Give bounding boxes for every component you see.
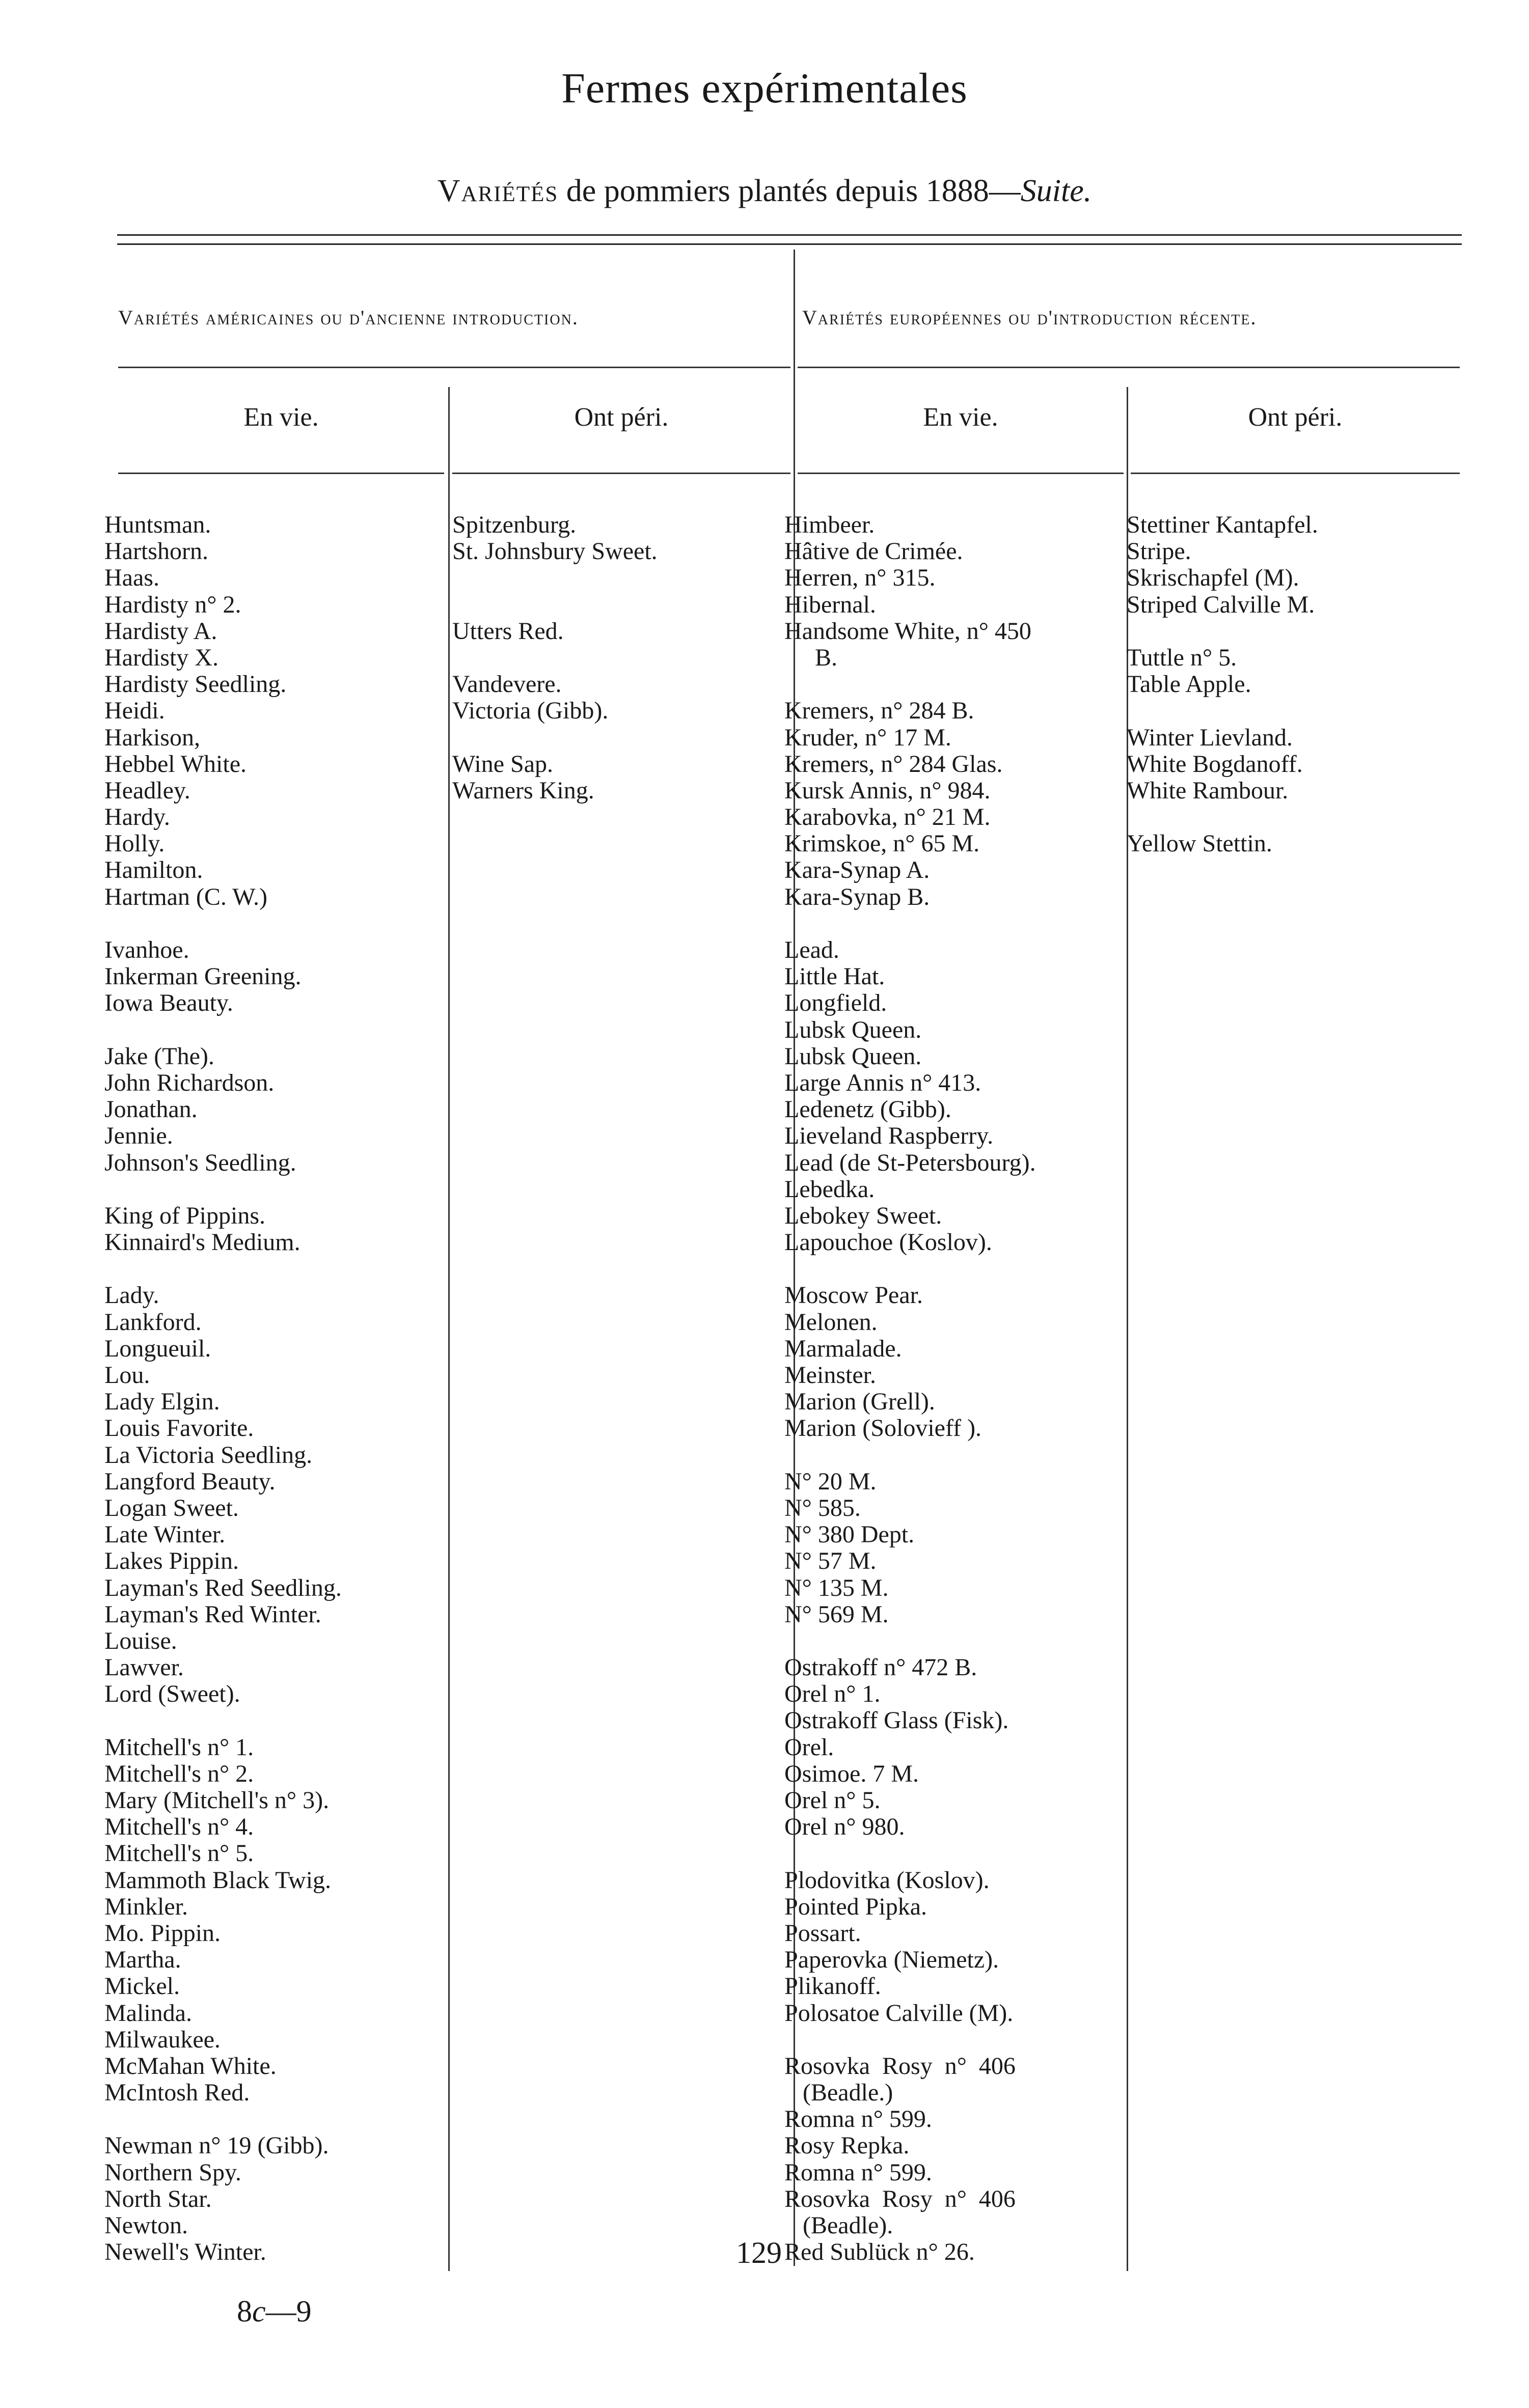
- list-spacer: [452, 725, 658, 751]
- list-item: Orel.: [784, 1733, 834, 1761]
- list-item: Kruder, n° 17 M.: [784, 724, 951, 751]
- list-item: Lubsk Queen.: [784, 1042, 922, 1070]
- list-item: Romna n° 599.: [784, 2158, 932, 2186]
- list-item: Possart.: [784, 1919, 861, 1947]
- list-item: Newman n° 19 (Gibb).: [104, 2132, 329, 2160]
- list-item: Melonen.: [784, 1308, 878, 1336]
- list-item: Marion (Grell).: [784, 1388, 935, 1416]
- list-item: (Beadle.): [784, 2079, 893, 2107]
- list-item: Winter Lievland.: [1127, 724, 1293, 751]
- american-column-divider: [448, 387, 450, 2271]
- list-item: N° 57 M.: [784, 1547, 877, 1575]
- list-item: Lankford.: [104, 1308, 202, 1336]
- list-spacer: [784, 2027, 1036, 2053]
- list-item: Mitchell's n° 1.: [104, 1733, 254, 1761]
- list-item: Mitchell's n° 4.: [104, 1813, 254, 1841]
- list-item: Utters Red.: [452, 617, 564, 645]
- column-head-american-dead: Ont péri.: [574, 403, 669, 432]
- list-item: Mickel.: [104, 1973, 180, 2000]
- list-item: Orel n° 5.: [784, 1787, 881, 1814]
- list-item: Mary (Mitchell's n° 3).: [104, 1787, 330, 1814]
- list-item: Victoria (Gibb).: [452, 697, 609, 725]
- list-spacer: [784, 1256, 1036, 1282]
- list-item: Lead (de St-Petersbourg).: [784, 1149, 1036, 1176]
- group-heading-european: Variétés européennes ou d'introduction récente.: [802, 306, 1257, 329]
- list-item: Lapouchoe (Koslov).: [784, 1229, 992, 1256]
- list-item: Headley.: [104, 777, 190, 804]
- list-item: Osimoe. 7 M.: [784, 1760, 919, 1787]
- list-item: Marmalade.: [784, 1335, 902, 1362]
- list-item: Lebokey Sweet.: [784, 1202, 942, 1229]
- list-item: Hardy.: [104, 804, 170, 831]
- list-item: Red Sublück n° 26.: [784, 2238, 975, 2266]
- list-item: Romna n° 599.: [784, 2106, 932, 2133]
- signature-suffix: —9: [265, 2294, 312, 2328]
- list-item: Lakes Pippin.: [104, 1547, 239, 1575]
- list-item: Lieveland Raspberry.: [784, 1122, 994, 1150]
- list-item: Northern Spy.: [104, 2158, 241, 2186]
- list-item: B.: [784, 644, 838, 671]
- list-item: Kinnaird's Medium.: [104, 1229, 301, 1256]
- list-item: White Rambour.: [1127, 777, 1289, 804]
- list-spacer: [104, 2106, 342, 2133]
- list-item: Paperovka (Niemetz).: [784, 1946, 999, 1974]
- list-item: Huntsman.: [104, 511, 211, 538]
- list-spacer: [104, 910, 342, 937]
- list-item: Lubsk Queen.: [784, 1016, 922, 1043]
- list-item: Hardisty A.: [104, 617, 217, 645]
- list-item: Hamilton.: [104, 856, 203, 884]
- list-item: Yellow Stettin.: [1127, 830, 1272, 857]
- list-item: Martha.: [104, 1946, 181, 1974]
- list-item: Herren, n° 315.: [784, 564, 936, 592]
- list-item: N° 585.: [784, 1494, 861, 1521]
- column-head-european-dead: Ont péri.: [1248, 403, 1343, 432]
- table-subtitle: [0, 173, 1529, 209]
- list-item: Layman's Red Seedling.: [104, 1574, 342, 1601]
- list-item: Karabovka, n° 21 M.: [784, 804, 991, 831]
- page-number: 129: [736, 2236, 782, 2269]
- list-american-alive: [104, 512, 342, 2265]
- list-item: Minkler.: [104, 1893, 188, 1920]
- list-item: Stripe.: [1127, 538, 1191, 565]
- list-item: Lawver.: [104, 1654, 184, 1681]
- list-item: Hardisty X.: [104, 644, 219, 671]
- list-item: Hebbel White.: [104, 750, 247, 778]
- list-item: Orel n° 1.: [784, 1680, 881, 1708]
- list-item: Jake (The).: [104, 1042, 214, 1070]
- list-item: Table Apple.: [1127, 671, 1251, 698]
- subtitle-text: de pommiers plantés depuis 1888—: [558, 174, 1021, 208]
- list-item: Stettiner Kantapfel.: [1127, 511, 1318, 538]
- list-item: Kara-Synap B.: [784, 883, 930, 910]
- list-item: Kara-Synap A.: [784, 856, 930, 884]
- list-spacer: [452, 592, 658, 618]
- list-item: Lead.: [784, 936, 839, 963]
- page-title: Fermes expérimentales: [561, 65, 968, 112]
- list-item: Skrischapfel (M).: [1127, 564, 1299, 592]
- list-spacer: [452, 565, 658, 591]
- list-european-dead: [1127, 512, 1318, 857]
- list-item: Ostrakoff n° 472 B.: [784, 1654, 977, 1681]
- list-item: Moscow Pear.: [784, 1282, 923, 1309]
- list-item: N° 20 M.: [784, 1468, 877, 1495]
- list-item: Iowa Beauty.: [104, 989, 233, 1017]
- list-item: Heidi.: [104, 697, 165, 725]
- list-item: (Beadle).: [784, 2212, 893, 2239]
- list-item: Layman's Red Winter.: [104, 1600, 321, 1628]
- list-spacer: [784, 671, 1036, 698]
- list-item: Hibernal.: [784, 591, 876, 618]
- list-item: Rosovka Rosy n° 406: [784, 2052, 1016, 2080]
- list-item: Longueuil.: [104, 1335, 211, 1362]
- signature-italic: c: [252, 2294, 266, 2328]
- list-item: Mo. Pippin.: [104, 1919, 221, 1947]
- list-item: Ostrakoff Glass (Fisk).: [784, 1707, 1009, 1734]
- list-spacer: [1127, 618, 1318, 645]
- list-item: Kremers, n° 284 Glas.: [784, 750, 1003, 778]
- list-item: Longfield.: [784, 989, 887, 1017]
- list-item: Malinda.: [104, 1999, 192, 2027]
- group-heading-american: Variétés américaines ou d'ancienne introduction.: [118, 306, 579, 329]
- list-item: John Richardson.: [104, 1069, 275, 1096]
- list-item: White Bogdanoff.: [1127, 750, 1303, 778]
- list-item: Ivanhoe.: [104, 936, 189, 963]
- subtitle-suite: Suite.: [1020, 174, 1092, 208]
- list-item: Logan Sweet.: [104, 1494, 239, 1521]
- list-spacer: [784, 1628, 1036, 1654]
- list-item: Hardisty Seedling.: [104, 671, 287, 698]
- group-rule-left: [118, 367, 790, 368]
- list-item: Polosatoe Calville (M).: [784, 1999, 1014, 2027]
- list-item: North Star.: [104, 2185, 212, 2212]
- list-item: Orel n° 980.: [784, 1813, 905, 1841]
- list-item: Ledenetz (Gibb).: [784, 1096, 951, 1123]
- list-item: Lou.: [104, 1362, 150, 1389]
- list-item: Inkerman Greening.: [104, 963, 302, 990]
- list-item: Jonathan.: [104, 1096, 198, 1123]
- list-spacer: [104, 1707, 342, 1734]
- list-item: Mitchell's n° 2.: [104, 1760, 254, 1787]
- list-item: Louise.: [104, 1627, 177, 1654]
- list-item: Late Winter.: [104, 1521, 226, 1548]
- list-item: Marion (Solovieff ).: [784, 1415, 982, 1442]
- list-spacer: [784, 1442, 1036, 1469]
- list-spacer: [452, 645, 658, 671]
- list-item: Johnson's Seedling.: [104, 1149, 296, 1176]
- list-item: La Victoria Seedling.: [104, 1441, 313, 1469]
- list-item: Plikanoff.: [784, 1973, 881, 2000]
- list-item: Spitzenburg.: [452, 511, 577, 538]
- list-item: Krimskoe, n° 65 M.: [784, 830, 980, 857]
- list-spacer: [784, 910, 1036, 937]
- list-item: Hardisty n° 2.: [104, 591, 241, 618]
- list-item: McMahan White.: [104, 2052, 277, 2080]
- column-rule-1: [118, 473, 444, 474]
- signature-prefix: 8: [237, 2294, 252, 2328]
- printer-signature: [237, 2294, 312, 2329]
- list-item: McIntosh Red.: [104, 2079, 250, 2107]
- list-item: Little Hat.: [784, 963, 885, 990]
- list-item: Plodovitka (Koslov).: [784, 1866, 990, 1894]
- list-item: N° 135 M.: [784, 1574, 889, 1601]
- list-item: Striped Calville M.: [1127, 591, 1315, 618]
- list-item: Lord (Sweet).: [104, 1680, 240, 1708]
- list-item: Lebedka.: [784, 1175, 875, 1203]
- list-european-alive: [784, 512, 1036, 2265]
- list-item: Hâtive de Crimée.: [784, 538, 963, 565]
- list-item: Louis Favorite.: [104, 1415, 254, 1442]
- list-item: Lady Elgin.: [104, 1388, 220, 1416]
- list-item: Newton.: [104, 2212, 188, 2239]
- list-spacer: [104, 1256, 342, 1282]
- list-item: Mitchell's n° 5.: [104, 1840, 254, 1867]
- list-item: Newell's Winter.: [104, 2238, 266, 2266]
- list-item: Large Annis n° 413.: [784, 1069, 981, 1096]
- list-item: Harkison,: [104, 724, 200, 751]
- list-item: N° 380 Dept.: [784, 1521, 915, 1548]
- list-item: Tuttle n° 5.: [1127, 644, 1237, 671]
- column-head-american-alive: En vie.: [243, 403, 319, 432]
- list-item: Rosovka Rosy n° 406: [784, 2185, 1016, 2212]
- list-item: Milwaukee.: [104, 2026, 221, 2053]
- list-item: Himbeer.: [784, 511, 875, 538]
- list-american-dead: [452, 512, 658, 804]
- list-item: King of Pippins.: [104, 1202, 266, 1229]
- group-rule-right: [798, 367, 1460, 368]
- list-item: Jennie.: [104, 1122, 173, 1150]
- top-double-rule-2: [117, 243, 1462, 245]
- list-spacer: [1127, 698, 1318, 724]
- column-head-european-alive: En vie.: [923, 403, 998, 432]
- list-item: Wine Sap.: [452, 750, 554, 778]
- list-item: Vandevere.: [452, 671, 562, 698]
- list-item: Holly.: [104, 830, 165, 857]
- list-item: Kursk Annis, n° 984.: [784, 777, 991, 804]
- list-spacer: [784, 1840, 1036, 1867]
- top-double-rule-1: [117, 234, 1462, 236]
- list-item: Pointed Pipka.: [784, 1893, 927, 1920]
- list-spacer: [104, 1017, 342, 1043]
- list-item: Warners King.: [452, 777, 594, 804]
- list-item: St. Johnsbury Sweet.: [452, 538, 658, 565]
- list-item: Haas.: [104, 564, 159, 592]
- list-item: Meinster.: [784, 1362, 876, 1389]
- list-item: Kremers, n° 284 B.: [784, 697, 974, 725]
- column-rule-2: [452, 473, 790, 474]
- list-item: Hartshorn.: [104, 538, 208, 565]
- column-rule-3: [798, 473, 1124, 474]
- subtitle-caps: Variétés: [437, 174, 559, 208]
- list-item: Lady.: [104, 1282, 159, 1309]
- list-item: Mammoth Black Twig.: [104, 1866, 332, 1894]
- list-item: Hartman (C. W.): [104, 883, 267, 910]
- list-item: Handsome White, n° 450: [784, 617, 1031, 645]
- list-item: Langford Beauty.: [104, 1468, 276, 1495]
- list-spacer: [104, 1176, 342, 1203]
- column-rule-4: [1131, 473, 1460, 474]
- list-item: N° 569 M.: [784, 1600, 889, 1628]
- list-item: Rosy Repka.: [784, 2132, 910, 2160]
- list-spacer: [1127, 804, 1318, 831]
